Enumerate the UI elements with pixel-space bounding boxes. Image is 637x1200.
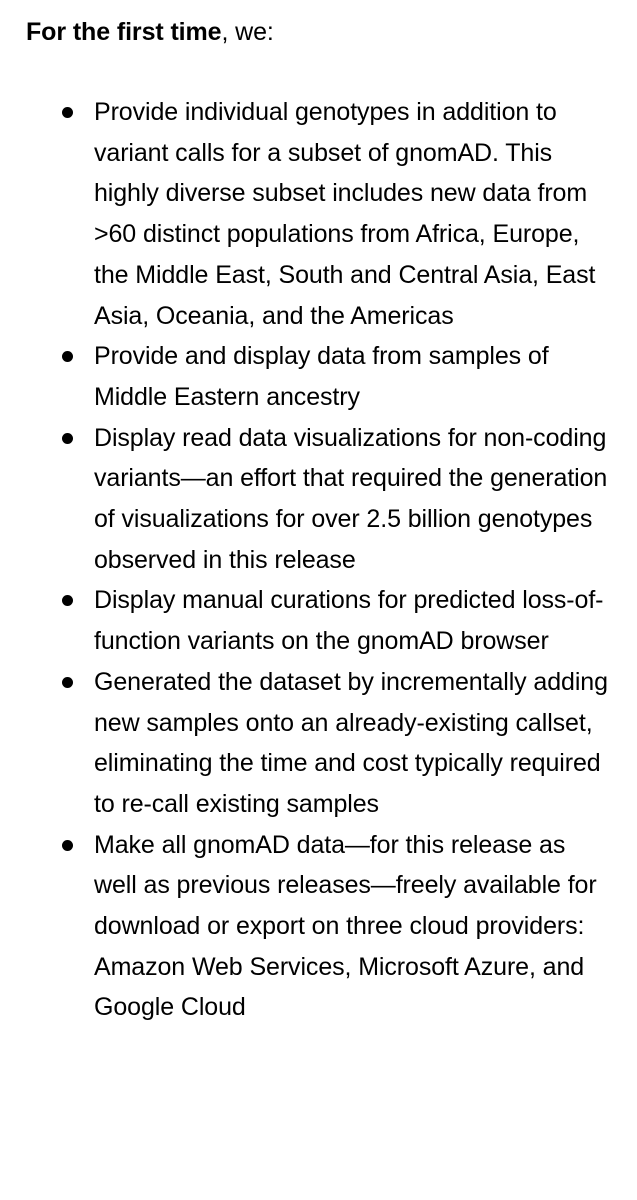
intro-rest-text: , we: — [221, 18, 274, 46]
bullet-list — [26, 92, 611, 1028]
intro-paragraph — [26, 12, 611, 52]
list-item — [26, 825, 611, 1029]
intro-bold-text: For the first time — [26, 18, 222, 46]
list-item-text: Provide and display data from samples of Middle Eastern ancestry — [94, 342, 549, 411]
bullet-icon — [62, 595, 73, 606]
list-item-text: Display read data visualizations for non-coding variants—an effort that required the generation of visualizations for over 2.5 billion genotypes observed in this release — [94, 423, 608, 574]
list-item — [26, 662, 611, 825]
bullet-icon — [62, 840, 73, 851]
list-item-text: Generated the dataset by incrementally adding new samples onto an already-existing callset, eliminating the time and cost typically required to re-call existing samples — [94, 667, 608, 818]
list-item-text: Provide individual genotypes in addition to variant calls for a subset of gnomAD. This highly diverse subset includes new data from >60 distinct populations from Africa, Europe, the Middle East, South and Central Asia, East Asia, Oceania, and the Americas — [94, 98, 596, 330]
bullet-icon — [62, 433, 73, 444]
list-item — [26, 580, 611, 661]
list-item-text: Display manual curations for predicted loss-of-function variants on the gnomAD browser — [94, 586, 604, 656]
bullet-icon — [62, 677, 73, 688]
list-item-text: Make all gnomAD data—for this release as well as previous releases—freely available for download or export on three cloud providers: Amazon Web Services, Microsoft Azure, and Google Cloud — [94, 830, 597, 1022]
list-item — [26, 336, 611, 417]
list-item — [26, 418, 611, 581]
bullet-icon — [62, 351, 73, 362]
list-item — [26, 92, 611, 336]
bullet-icon — [62, 107, 73, 118]
